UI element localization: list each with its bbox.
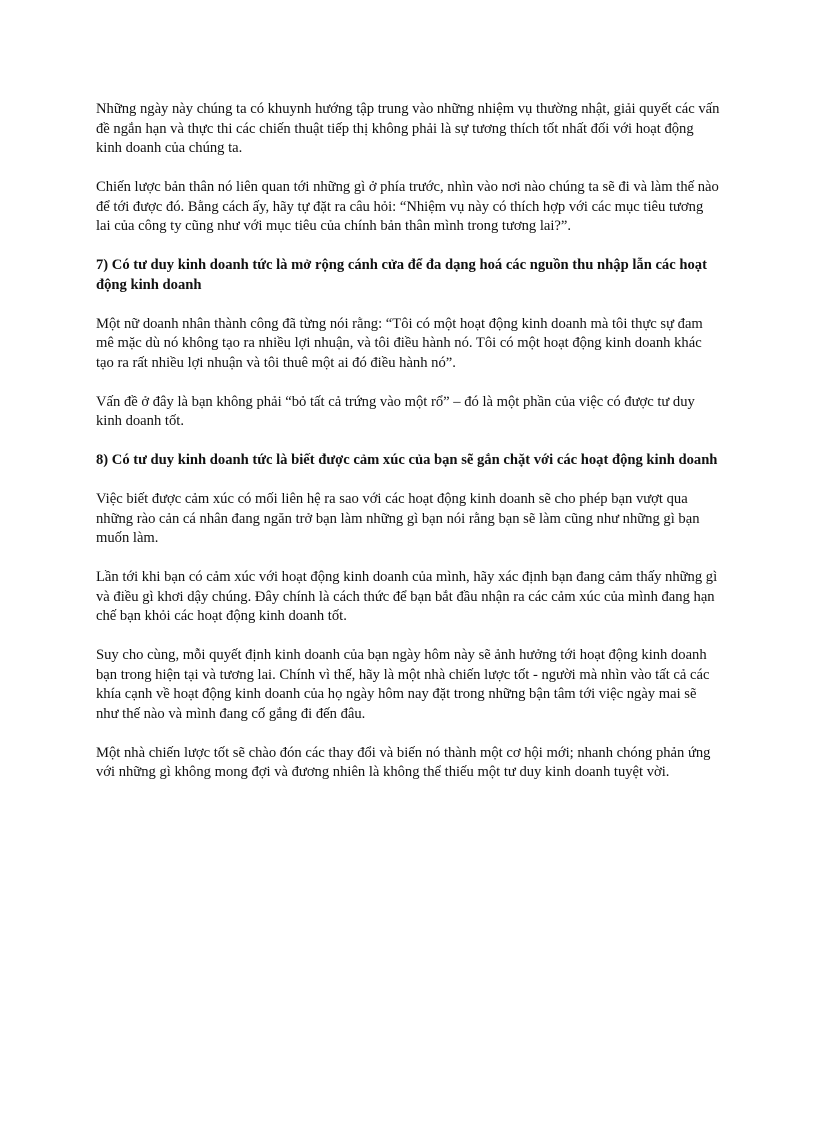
paragraph-emotion-barriers: Việc biết được cảm xúc có mối liên hệ ra sao với các hoạt động kinh doanh sẽ cho phép bạn vượt qua những rào cản cá nhân đang ngăn trở bạn làm những gì bạn nói rằng bạn sẽ làm cũng như những gì bạn muốn làm. (96, 491, 700, 546)
paragraph-businesswoman-quote: Một nữ doanh nhân thành công đã từng nói rằng: “Tôi có một hoạt động kinh doanh mà tôi thực sự đam mê mặc dù nó không tạo ra nhiều lợi nhuận, và tôi điều hành nó. Tôi có một hoạt động kinh doanh khác tạo ra rất nhiều lợi nhuận và tôi thuê một ai đó điều hành nó”. (96, 315, 703, 371)
document-body (96, 100, 720, 802)
paragraph-eggs-in-one-basket: Vấn đề ở đây là bạn không phải “bỏ tất cả trứng vào một rổ” – đó là một phần của việc có được tư duy kinh doanh tốt. (96, 393, 695, 429)
heading-section-7: 7) Có tư duy kinh doanh tức là mở rộng cánh cửa để đa dạng hoá các nguồn thu nhập lẫn các hoạt động kinh doanh (96, 257, 707, 293)
heading-section-8: 8) Có tư duy kinh doanh tức là biết được cảm xúc của bạn sẽ gắn chặt với các hoạt động kinh doanh (96, 452, 718, 468)
paragraph-strategy-question: Chiến lược bản thân nó liên quan tới những gì ở phía trước, nhìn vào nơi nào chúng ta sẽ đi và làm thế nào để tới được đó. Bằng cách ấy, hãy tự đặt ra câu hỏi: “Nhiệm vụ này có thích hợp với các mục tiêu tương lai của công ty cũng như với mục tiêu của chính bản thân mình trong tương lai?”. (96, 179, 719, 234)
paragraph-short-term-focus: Những ngày này chúng ta có khuynh hướng tập trung vào những nhiệm vụ thường nhật, giải quyết các vấn đề ngắn hạn và thực thi các chiến thuật tiếp thị không phải là sự tương thích tốt nhất đối với hoạt động kinh doanh của chúng ta. (96, 101, 720, 156)
paragraph-identify-feelings: Lần tới khi bạn có cảm xúc với hoạt động kinh doanh của mình, hãy xác định bạn đang cảm thấy những gì và điều gì khơi dậy chúng. Đây chính là cách thức để bạn bắt đầu nhận ra các cảm xúc của mình đang hạn chế bạn khỏi các hoạt động kinh doanh tốt. (96, 569, 718, 624)
paragraph-good-strategist: Suy cho cùng, mỗi quyết định kinh doanh của bạn ngày hôm này sẽ ảnh hưởng tới hoạt động kinh doanh bạn trong hiện tại và tương lai. Chính vì thế, hãy là một nhà chiến lược tốt - người mà nhìn vào tất cả các khía cạnh về hoạt động kinh doanh của họ ngày hôm nay đặt trong những bận tâm tới việc ngày mai sẽ như thế nào và mình đang cố gắng đi đến đâu. (96, 647, 710, 722)
paragraph-welcome-change: Một nhà chiến lược tốt sẽ chào đón các thay đổi và biến nó thành một cơ hội mới; nhanh chóng phản ứng với những gì không mong đợi và đương nhiên là không thể thiếu một tư duy kinh doanh tuyệt vời. (96, 744, 711, 780)
